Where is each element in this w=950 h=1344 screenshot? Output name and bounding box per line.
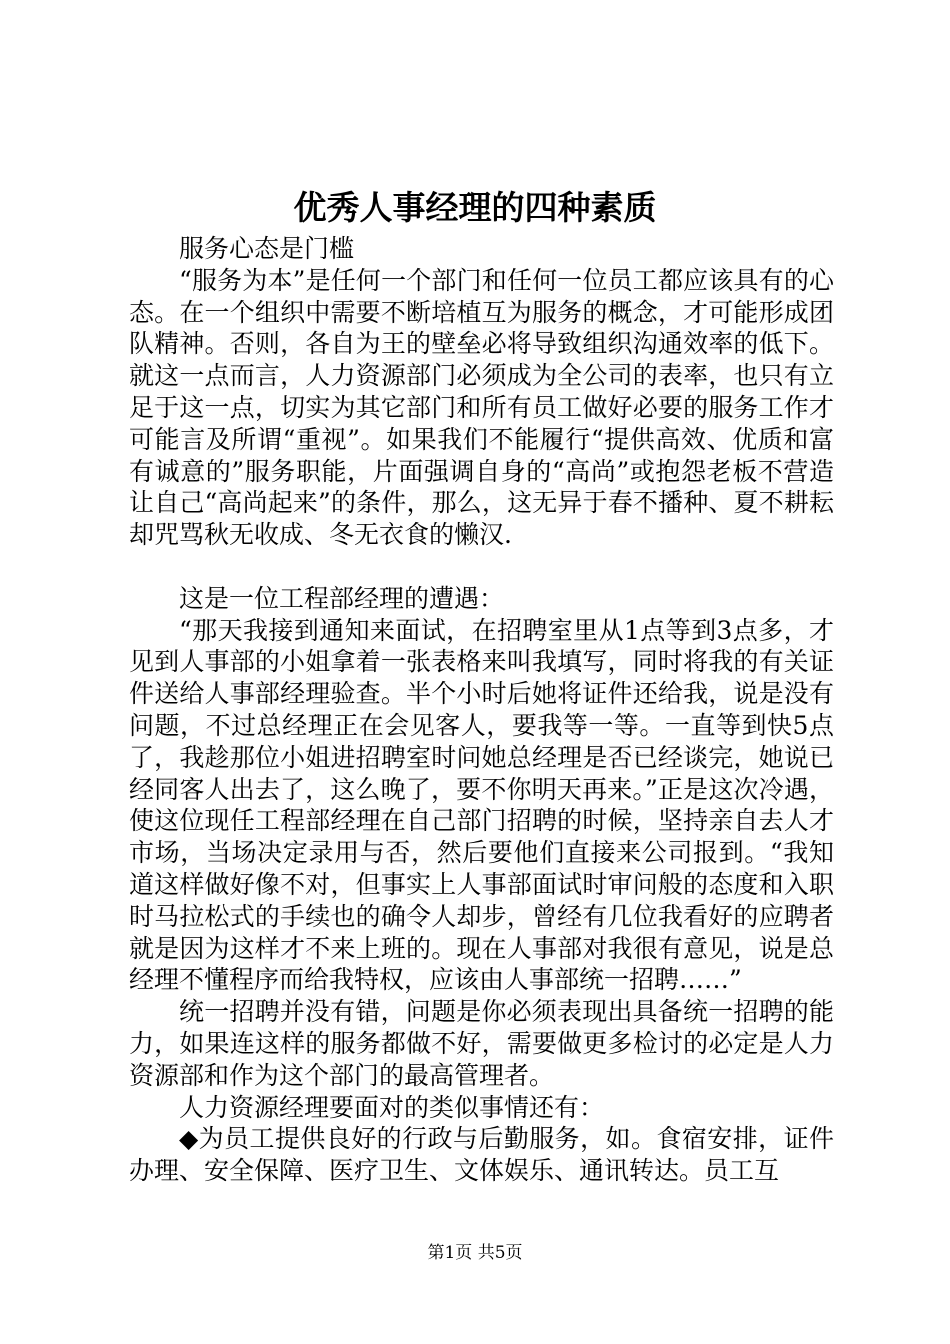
section-heading: 服务心态是门槛 (179, 234, 355, 263)
blank-line (129, 551, 834, 583)
document-title: 优秀人事经理的四种素质 (293, 188, 657, 227)
bullet-paragraph: ◆为员工提供良好的行政与后勤服务，如。食宿安排，证件办理、安全保障、医疗卫生、文体娱乐、通讯转达。员工互 (129, 1124, 834, 1186)
page-footer: 第1页 共5页 (427, 1243, 523, 1263)
paragraph: “服务为本”是任何一个部门和任何一位员工都应该具有的心态。在一个组织中需要不断培植互为服务的概念，才可能形成团队精神。否则，各自为王的壁垒必将导致组织沟通效率的低下。就这一点而言，人力资源部门必须成为全公司的表率，也只有立足于这一点，切实为其它部门和所有员工做好必要的服务工作才可能言及所谓“重视”。如果我们不能履行“提供高效、优质和富有诚意的”服务职能，片面强调自身的“高尚”或抱怨老板不营造让自己“高尚起来”的条件，那么，这无异于春不播种、夏不耕耘却咒骂秋无收成、冬无衣食的懒汉. (129, 265, 834, 550)
paragraph: 统一招聘并没有错，问题是你必须表现出具备统一招聘的能力，如果连这样的服务都做不好，需要做更多检讨的必定是人力资源部和作为这个部门的最高管理者。 (129, 997, 834, 1090)
paragraph: “那天我接到通知来面试，在招聘室里从1点等到3点多，才见到人事部的小姐拿着一张表格来叫我填写，同时将我的有关证件送给人事部经理验查。半个小时后她将证件还给我，说是没有问题，不过总经理正在会见客人，要我等一等。一直等到快5点了，我趁那位小姐进招聘室时问她总经理是否已经谈完，她说已经同客人出去了，这么晚了，要不你明天再来。”正是这次冷遇，使这位现任工程部经理在自己部门招聘的时候，坚持亲自去人才市场，当场决定录用与否，然后要他们直接来公司报到。“我知道这样做好像不对，但事实上人事部面试时审问般的态度和入职时马拉松式的手续也的确令人却步，曾经有几位我看好的应聘者就是因为这样才不来上班的。现在人事部对我很有意见，说是总经理不懂程序而给我特权，应该由人事部统一招聘……” (129, 615, 834, 995)
paragraph: 这是一位工程部经理的遭遇： (179, 583, 505, 613)
document-body (129, 233, 834, 1187)
paragraph: 人力资源经理要面对的类似事情还有： (179, 1092, 605, 1122)
